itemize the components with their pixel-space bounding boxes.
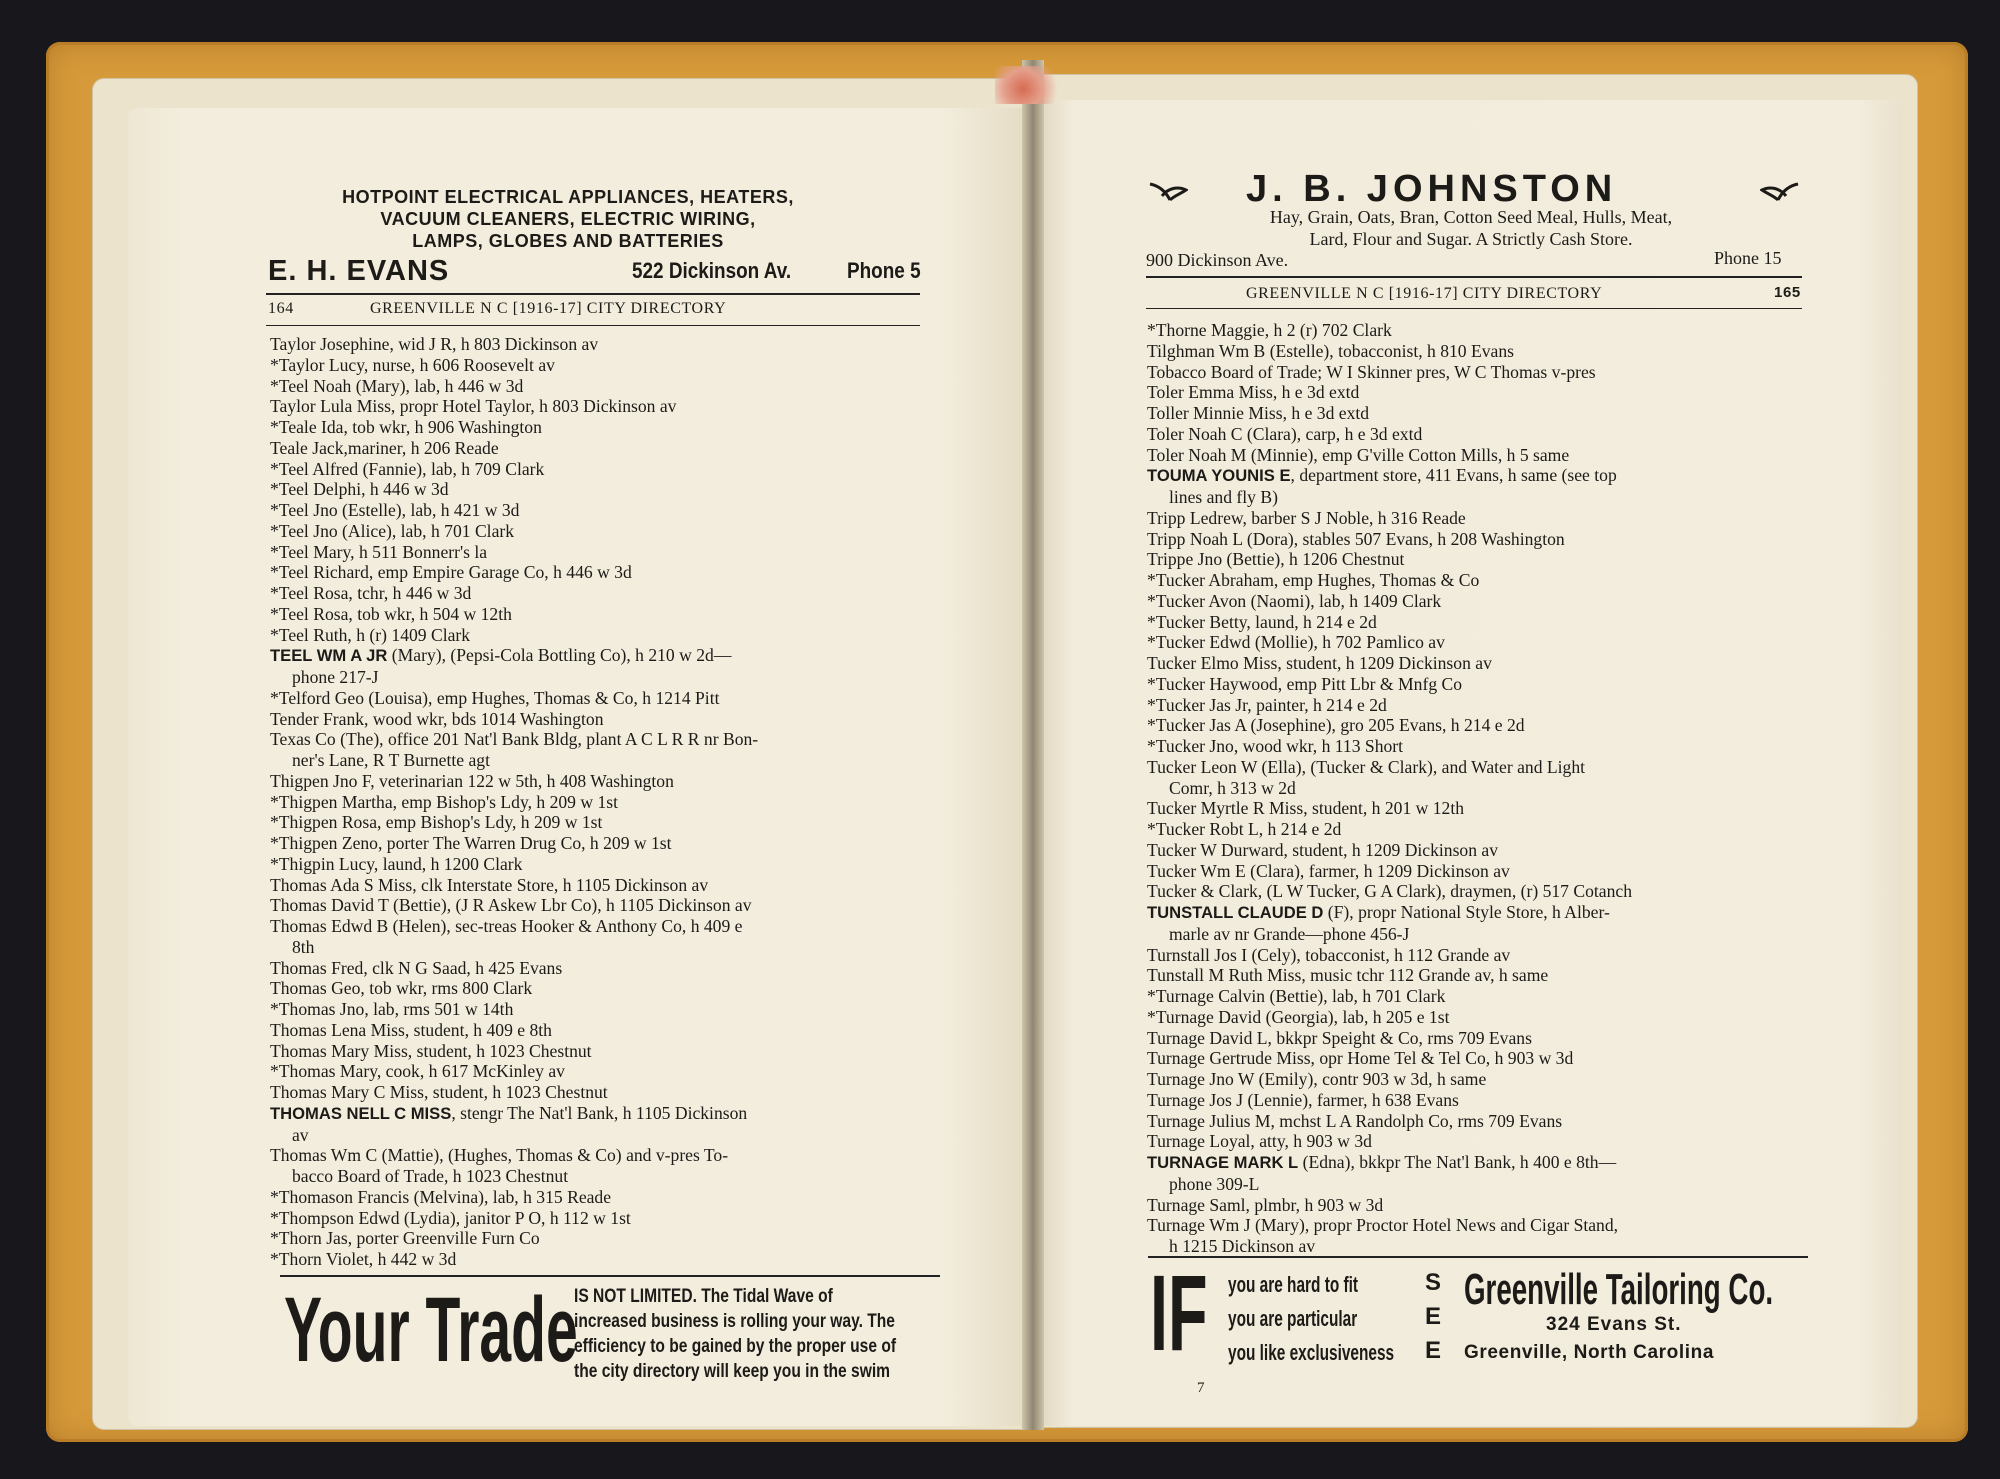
directory-entry: [1147, 1195, 1632, 1216]
if-line: you are hard to fit: [1228, 1272, 1359, 1297]
entry-text: *Thorne Maggie, h 2 (r) 702 Clark: [1147, 320, 1392, 340]
directory-entry: [1147, 965, 1632, 986]
entry-text: marle av nr Grande—phone 456-J: [1169, 923, 1410, 944]
tailoring-address: 324 Evans St.: [1546, 1314, 1682, 1335]
entry-text: Tripp Noah L (Dora), stables 507 Evans, h 208 Washington: [1147, 528, 1565, 549]
entry-text: av: [292, 1124, 309, 1145]
johnston-ad-line: Hay, Grain, Oats, Bran, Cotton Seed Meal, Hulls, Meat,: [1269, 207, 1673, 227]
directory-entry: [270, 895, 758, 916]
your-trade-line: IS NOT LIMITED. The Tidal Wave of: [574, 1286, 833, 1307]
entry-text: Tucker Leon W (Ella), (Tucker & Clark), and Water and Light: [1147, 756, 1586, 777]
evans-ad-phone: Phone 5: [847, 258, 921, 283]
entry-text: , stengr The Nat'l Bank, h 1105 Dickinson: [451, 1102, 748, 1123]
directory-entry: [1147, 382, 1632, 403]
entry-text: Turnage Jno W (Emily), contr 903 w 3d, h same: [1147, 1069, 1487, 1089]
directory-entry: [270, 958, 758, 979]
entry-text: Thomas Edwd B (Helen), sec-treas Hooker & Anthony Co, h 409 e: [270, 916, 743, 936]
johnston-ad-copy: [1146, 206, 1796, 250]
directory-entry: [270, 1228, 758, 1249]
header-rule: [1146, 276, 1802, 278]
evans-ad-line: VACUUM CLEANERS, ELECTRIC WIRING,: [380, 209, 756, 229]
page-number: 165: [1774, 284, 1801, 301]
directory-entry: [270, 562, 758, 583]
directory-entry: [270, 1041, 758, 1062]
entry-bold-name: THOMAS NELL C MISS: [270, 1103, 452, 1123]
directory-entry: [270, 812, 758, 833]
directory-entry: [270, 937, 758, 958]
if-big-letters: IF: [1150, 1252, 1208, 1373]
directory-entry: [1147, 1152, 1632, 1174]
directory-entry: [270, 438, 758, 459]
entry-text: Thomas David T (Bettie), (J R Askew Lbr Co), h 1105 Dickinson av: [270, 895, 752, 916]
directory-entries-left: [270, 334, 758, 1270]
directory-entry: [1147, 736, 1632, 757]
johnston-ad-name: J. B. JOHNSTON: [1246, 168, 1618, 210]
running-head: GREENVILLE N C [1916-17] CITY DIRECTORY: [1246, 285, 1603, 302]
directory-entry: [270, 1082, 758, 1103]
directory-entry: [270, 376, 758, 397]
entry-text: *Teel Rosa, tob wkr, h 504 w 12th: [270, 603, 512, 624]
entry-text: *Tucker Jas A (Josephine), gro 205 Evans, h 214 e 2d: [1147, 715, 1525, 736]
entry-text: Tucker Elmo Miss, student, h 1209 Dickinson av: [1147, 653, 1492, 673]
entry-text: h 1215 Dickinson av: [1169, 1236, 1316, 1256]
directory-entry: [1147, 1131, 1632, 1152]
directory-entry: [270, 459, 758, 480]
entry-text: *Thigpin Lucy, laund, h 1200 Clark: [270, 853, 523, 874]
entry-text: Tucker Wm E (Clara), farmer, h 1209 Dickinson av: [1147, 860, 1510, 881]
directory-entry: [1147, 1174, 1632, 1195]
directory-entry: [1147, 986, 1632, 1007]
directory-entry: [1147, 508, 1632, 529]
directory-entry: [1147, 591, 1632, 612]
directory-entry: [1147, 881, 1632, 902]
entry-text: Turnage Loyal, atty, h 903 w 3d: [1147, 1131, 1372, 1152]
directory-entry: [270, 625, 758, 646]
entry-text: Thomas Fred, clk N G Saad, h 425 Evans: [270, 957, 563, 978]
directory-entry: [270, 396, 758, 417]
entry-text: phone 217-J: [292, 667, 379, 687]
entry-text: , department store, 411 Evans, h same (see top: [1290, 465, 1617, 486]
page-number: 164: [268, 300, 294, 317]
running-head-rule: [266, 325, 920, 326]
entry-text: Turnstall Jos I (Cely), tobacconist, h 112 Grande av: [1147, 944, 1511, 965]
see-letter: E: [1424, 1303, 1441, 1330]
directory-entry: [1147, 1215, 1632, 1236]
if-line: you like exclusiveness: [1228, 1340, 1395, 1365]
entry-text: Turnage Saml, plmbr, h 903 w 3d: [1147, 1194, 1384, 1215]
entry-text: *Thigpen Martha, emp Bishop's Ldy, h 209 w 1st: [270, 791, 619, 812]
signature-mark: 7: [1197, 1380, 1205, 1396]
directory-entry: [1147, 945, 1632, 966]
ornament-left-icon: [1148, 180, 1188, 206]
see-letters: [1422, 1266, 1444, 1368]
entry-text: *Thomason Francis (Melvina), lab, h 315 Reade: [270, 1186, 612, 1207]
entry-text: *Thorn Violet, h 442 w 3d: [270, 1249, 457, 1269]
evans-ad-line: HOTPOINT ELECTRICAL APPLIANCES, HEATERS,: [342, 187, 794, 207]
entry-text: lines and fly B): [1169, 487, 1278, 507]
entry-text: (Mary), (Pepsi-Cola Bottling Co), h 210 w 2d—: [387, 645, 732, 666]
directory-entry: [1147, 1048, 1632, 1069]
entry-text: Comr, h 313 w 2d: [1169, 777, 1296, 798]
entry-text: Turnage Gertrude Miss, opr Home Tel & Tel Co, h 903 w 3d: [1147, 1048, 1574, 1069]
evans-ad-headline: [268, 186, 868, 252]
book-gutter: [1022, 60, 1044, 1430]
entry-text: Taylor Lula Miss, propr Hotel Taylor, h 803 Dickinson av: [270, 396, 677, 417]
entry-text: Thomas Ada S Miss, clk Interstate Store, h 1105 Dickinson av: [270, 874, 709, 895]
entry-text: Texas Co (The), office 201 Nat'l Bank Bldg, plant A C L R R nr Bon-: [270, 729, 759, 750]
entry-text: Tunstall M Ruth Miss, music tchr 112 Grande av, h same: [1147, 965, 1549, 986]
entry-text: Thomas Lena Miss, student, h 409 e 8th: [270, 1019, 552, 1040]
your-trade-line: increased business is rolling your way. The: [574, 1311, 895, 1332]
johnston-ad-line: Lard, Flour and Sugar. A Strictly Cash Store.: [1309, 229, 1633, 249]
entry-text: *Teale Ida, tob wkr, h 906 Washington: [270, 417, 542, 437]
directory-entry: [270, 500, 758, 521]
directory-entry: [1147, 778, 1632, 799]
directory-entry: [270, 645, 758, 667]
entry-text: *Teel Delphi, h 446 w 3d: [270, 479, 449, 500]
entry-text: *Tucker Jno, wood wkr, h 113 Short: [1147, 736, 1404, 756]
entry-text: *Turnage Calvin (Bettie), lab, h 701 Clark: [1147, 986, 1446, 1006]
directory-entry: [1147, 1007, 1632, 1028]
see-letter: E: [1424, 1337, 1441, 1364]
directory-entry: [270, 978, 758, 999]
directory-entry: [270, 1145, 758, 1166]
footer-rule: [1148, 1256, 1808, 1258]
directory-entry: [270, 854, 758, 875]
directory-entry: [270, 1166, 758, 1187]
directory-entry: [270, 479, 758, 500]
torn-spine-fragment: [995, 66, 1065, 104]
directory-entry: [270, 1061, 758, 1082]
directory-entry: [1147, 819, 1632, 840]
entry-text: *Teel Alfred (Fannie), lab, h 709 Clark: [270, 458, 545, 479]
entry-bold-name: TUNSTALL CLAUDE D: [1147, 903, 1324, 922]
tailoring-city: Greenville, North Carolina: [1464, 1342, 1714, 1363]
directory-entry: [1147, 445, 1632, 466]
directory-entry: [270, 542, 758, 563]
directory-entry: [270, 1125, 758, 1146]
entry-text: Trippe Jno (Bettie), h 1206 Chestnut: [1147, 549, 1405, 570]
entry-text: Thigpen Jno F, veterinarian 122 w 5th, h 408 Washington: [270, 770, 674, 791]
directory-entry: [270, 521, 758, 542]
directory-entry: [1147, 653, 1632, 674]
directory-entry: [1147, 570, 1632, 591]
entry-text: (Edna), bkkpr The Nat'l Bank, h 400 e 8th—: [1298, 1152, 1617, 1172]
directory-entry: [270, 334, 758, 355]
directory-entry: [1147, 1236, 1632, 1257]
entry-bold-name: TOUMA YOUNIS E: [1147, 466, 1291, 486]
entry-text: Toler Noah M (Minnie), emp G'ville Cotton Mills, h 5 same: [1147, 444, 1570, 465]
entry-text: bacco Board of Trade, h 1023 Chestnut: [292, 1166, 569, 1186]
directory-entry: [1147, 403, 1632, 424]
directory-entry: [1147, 632, 1632, 653]
entry-text: *Thomas Jno, lab, rms 501 w 14th: [270, 999, 514, 1019]
directory-entry: [270, 1020, 758, 1041]
entry-text: Toler Noah C (Clara), carp, h e 3d extd: [1147, 423, 1423, 444]
entry-text: *Thorn Jas, porter Greenville Furn Co: [270, 1228, 540, 1249]
entry-text: Tripp Ledrew, barber S J Noble, h 316 Reade: [1147, 507, 1466, 528]
directory-entry: [270, 1103, 758, 1125]
directory-entries-right: [1147, 320, 1632, 1257]
directory-entry: [1147, 487, 1632, 508]
header-rule: [266, 293, 920, 295]
entry-text: *Thomas Mary, cook, h 617 McKinley av: [270, 1061, 565, 1082]
directory-entry: [270, 709, 758, 730]
directory-entry: [1147, 715, 1632, 736]
entry-text: Tender Frank, wood wkr, bds 1014 Washington: [270, 708, 604, 729]
entry-text: Turnage Julius M, mchst L A Randolph Co, rms 709 Evans: [1147, 1110, 1563, 1131]
directory-entry: [1147, 465, 1632, 487]
directory-entry: [1147, 674, 1632, 695]
entry-text: *Tucker Avon (Naomi), lab, h 1409 Clark: [1147, 590, 1442, 611]
directory-entry: [270, 583, 758, 604]
directory-entry: [270, 875, 758, 896]
entry-text: *Tucker Jas Jr, painter, h 214 e 2d: [1147, 694, 1387, 715]
entry-text: Teale Jack,mariner, h 206 Reade: [270, 437, 499, 458]
entry-text: *Turnage David (Georgia), lab, h 205 e 1st: [1147, 1006, 1450, 1027]
entry-text: Turnage Jos J (Lennie), farmer, h 638 Evans: [1147, 1089, 1459, 1110]
directory-entry: [270, 833, 758, 854]
entry-text: Tobacco Board of Trade; W I Skinner pres, W C Thomas v-pres: [1147, 361, 1596, 382]
directory-entry: [1147, 1111, 1632, 1132]
entry-text: *Teel Richard, emp Empire Garage Co, h 446 w 3d: [270, 562, 632, 583]
entry-text: *Tucker Robt L, h 214 e 2d: [1147, 819, 1342, 839]
directory-entry: [270, 1187, 758, 1208]
entry-text: 8th: [292, 936, 315, 957]
directory-entry: [270, 792, 758, 813]
entry-text: *Thigpen Rosa, emp Bishop's Ldy, h 209 w 1st: [270, 812, 603, 833]
if-line: you are particular: [1228, 1306, 1358, 1331]
entry-text: Turnage David L, bkkpr Speight & Co, rms 709 Evans: [1147, 1027, 1532, 1048]
entry-text: *Thigpen Zeno, porter The Warren Drug Co, h 209 w 1st: [270, 833, 672, 853]
directory-entry: [1147, 529, 1632, 550]
entry-text: Turnage Wm J (Mary), propr Proctor Hotel News and Cigar Stand,: [1147, 1215, 1619, 1236]
directory-entry: [270, 750, 758, 771]
directory-entry: [1147, 362, 1632, 383]
directory-entry: [1147, 757, 1632, 778]
directory-entry: [1147, 861, 1632, 882]
entry-text: ner's Lane, R T Burnette agt: [292, 750, 490, 770]
entry-text: *Teel Rosa, tchr, h 446 w 3d: [270, 583, 472, 603]
directory-entry: [1147, 1069, 1632, 1090]
your-trade-headline: Your Trade: [284, 1279, 578, 1381]
entry-text: *Tucker Edwd (Mollie), h 702 Pamlico av: [1147, 632, 1445, 653]
entry-text: *Teel Mary, h 511 Bonnerr's la: [270, 541, 488, 562]
footer-rule: [280, 1275, 940, 1277]
entry-text: Thomas Geo, tob wkr, rms 800 Clark: [270, 978, 533, 999]
directory-entry: [1147, 840, 1632, 861]
directory-entry: [1147, 612, 1632, 633]
johnston-ad-phone: Phone 15: [1714, 248, 1782, 268]
entry-text: *Taylor Lucy, nurse, h 606 Roosevelt av: [270, 354, 555, 375]
directory-entry: [270, 355, 758, 376]
entry-text: *Tucker Abraham, emp Hughes, Thomas & Co: [1147, 570, 1480, 590]
entry-text: phone 309-L: [1169, 1173, 1260, 1194]
directory-entry: [1147, 695, 1632, 716]
directory-entry: [270, 417, 758, 438]
directory-entry: [1147, 320, 1632, 341]
directory-entry: [270, 688, 758, 709]
tailoring-company-name: Greenville Tailoring Co.: [1464, 1265, 1774, 1314]
entry-text: *Teel Noah (Mary), lab, h 446 w 3d: [270, 375, 524, 396]
your-trade-line: efficiency to be gained by the proper use of: [574, 1336, 897, 1357]
johnston-ad-address: 900 Dickinson Ave.: [1146, 250, 1289, 270]
directory-entry: [1147, 1090, 1632, 1111]
your-trade-copy: [574, 1284, 896, 1384]
entry-text: *Tucker Haywood, emp Pitt Lbr & Mnfg Co: [1147, 673, 1463, 694]
entry-text: *Teel Jno (Alice), lab, h 701 Clark: [270, 520, 515, 541]
entry-text: Thomas Wm C (Mattie), (Hughes, Thomas & Co) and v-pres To-: [270, 1145, 729, 1166]
entry-text: *Thompson Edwd (Lydia), janitor P O, h 112 w 1st: [270, 1207, 631, 1228]
entry-text: *Telford Geo (Louisa), emp Hughes, Thomas & Co, h 1214 Pitt: [270, 687, 720, 708]
entry-text: Tilghman Wm B (Estelle), tobacconist, h 810 Evans: [1147, 340, 1514, 361]
directory-entry: [270, 999, 758, 1020]
directory-entry: [270, 916, 758, 937]
directory-entry: [270, 667, 758, 688]
running-head-rule: [1146, 308, 1802, 309]
entry-bold-name: TURNAGE MARK L: [1147, 1153, 1299, 1172]
entry-text: Tucker Myrtle R Miss, student, h 201 w 12th: [1147, 798, 1465, 819]
directory-entry: [270, 1208, 758, 1229]
entry-bold-name: TEEL WM A JR: [270, 646, 388, 666]
evans-ad-line: LAMPS, GLOBES AND BATTERIES: [412, 231, 724, 251]
entry-text: Taylor Josephine, wid J R, h 803 Dickinson av: [270, 334, 599, 354]
entry-text: Thomas Mary Miss, student, h 1023 Chestnut: [270, 1040, 592, 1061]
see-letter: S: [1424, 1269, 1441, 1296]
entry-text: *Teel Jno (Estelle), lab, h 421 w 3d: [270, 500, 520, 520]
entry-text: *Teel Ruth, h (r) 1409 Clark: [270, 624, 471, 645]
directory-entry: [270, 771, 758, 792]
directory-entry: [1147, 424, 1632, 445]
directory-entry: [270, 729, 758, 750]
directory-entry: [1147, 341, 1632, 362]
ornament-right-icon: [1760, 180, 1800, 206]
entry-text: Toller Minnie Miss, h e 3d extd: [1147, 403, 1370, 423]
directory-entry: [1147, 549, 1632, 570]
entry-text: Toler Emma Miss, h e 3d extd: [1147, 382, 1360, 403]
directory-entry: [1147, 902, 1632, 924]
entry-text: Tucker W Durward, student, h 1209 Dickinson av: [1147, 839, 1499, 860]
directory-entry: [1147, 798, 1632, 819]
evans-ad-address: 522 Dickinson Av.: [632, 258, 792, 283]
entry-text: Thomas Mary C Miss, student, h 1023 Chestnut: [270, 1082, 608, 1102]
your-trade-line: the city directory will keep you in the swim: [574, 1361, 891, 1382]
running-head: GREENVILLE N C [1916-17] CITY DIRECTORY: [370, 300, 727, 317]
if-lines: [1228, 1268, 1394, 1370]
entry-text: (F), propr National Style Store, h Alber-: [1323, 902, 1610, 922]
directory-entry: [1147, 924, 1632, 945]
directory-entry: [270, 604, 758, 625]
evans-ad-name: E. H. EVANS: [268, 255, 450, 287]
entry-text: *Tucker Betty, laund, h 214 e 2d: [1147, 611, 1377, 632]
entry-text: Tucker & Clark, (L W Tucker, G A Clark), draymen, (r) 517 Cotanch: [1147, 881, 1633, 902]
directory-entry: [1147, 1028, 1632, 1049]
directory-entry: [270, 1249, 758, 1270]
